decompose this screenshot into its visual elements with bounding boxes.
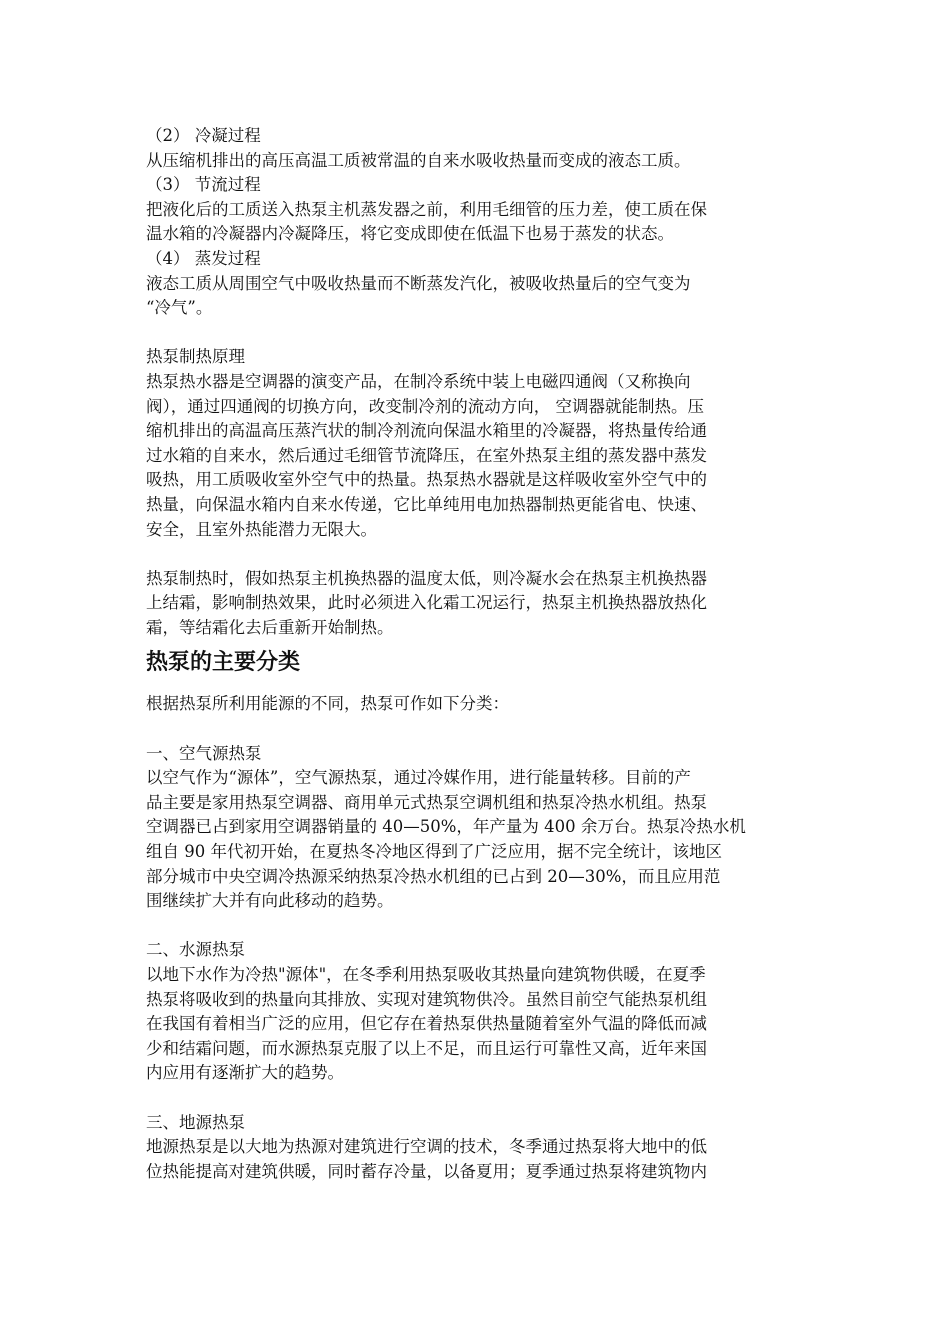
- text-line: 把液化后的工质送入热泵主机蒸发器之前，利用毛细管的压力差，使工质在保: [146, 199, 707, 219]
- text-line: 品主要是家用热泵空调器、商用单元式热泵空调机组和热泵冷热水机组。热泵: [146, 792, 707, 812]
- text-line: （4） 蒸发过程: [146, 248, 261, 268]
- document-page: [146, 124, 806, 1184]
- text-line: 阀），通过四通阀的切换方向，改变制冷剂的流动方向， 空调器就能制热。压: [146, 396, 704, 416]
- text-line: 温水箱的冷凝器内冷凝降压，将它变成即使在低温下也易于蒸发的状态。: [146, 224, 674, 244]
- text-line: 过水箱的自来水，然后通过毛细管节流降压，在室外热泵主组的蒸发器中蒸发: [146, 445, 707, 465]
- text-line: （3） 节流过程: [146, 175, 261, 195]
- text-line: 地源热泵是以大地为热源对建筑进行空调的技术，冬季通过热泵将大地中的低: [146, 1137, 707, 1157]
- text-line: 在我国有着相当广泛的应用，但它存在着热泵供热量随着室外气温的降低而减: [146, 1014, 707, 1034]
- text-line: 缩机排出的高温高压蒸汽状的制冷剂流向保温水箱里的冷凝器，将热量传给通: [146, 421, 707, 441]
- text-line: 以地下水作为冷热"源体"，在冬季利用热泵吸收其热量向建筑物供暖，在夏季: [146, 965, 706, 984]
- text-line: 少和结霜问题，而水源热泵克服了以上不足，而且运行可靠性又高，近年来国: [146, 1038, 707, 1058]
- text-line: 从压缩机排出的高压高温工质被常温的自来水吸收热量而变成的液态工质。: [146, 150, 691, 170]
- paragraph: [146, 1111, 806, 1185]
- paragraph: [146, 567, 806, 641]
- text-line: 组自 90 年代初开始，在夏热冬冷地区得到了广泛应用，据不完全统计，该地区: [146, 842, 722, 862]
- text-line: 根据热泵所利用能源的不同，热泵可作如下分类：: [146, 694, 509, 714]
- section-heading: 热泵的主要分类: [146, 650, 301, 676]
- text-line: 霜，等结霜化去后重新开始制热。: [146, 617, 394, 637]
- text-line: 热泵制热原理: [146, 347, 245, 367]
- paragraph-gap: [146, 321, 806, 346]
- text-line: 位热能提高对建筑供暖，同时蓄存冷量，以备夏用；夏季通过热泵将建筑物内: [146, 1161, 707, 1181]
- paragraph: [146, 938, 806, 1086]
- text-line: 安全，且室外热能潜力无限大。: [146, 519, 377, 539]
- paragraph: [146, 345, 806, 542]
- paragraph-gap: [146, 1086, 806, 1111]
- text-line: 吸热，用工质吸收室外空气中的热量。热泵热水器就是这样吸收室外空气中的: [146, 470, 707, 490]
- text-line: 上结霜，影响制热效果，此时必须进入化霜工况运行，热泵主机换热器放热化: [146, 593, 707, 613]
- paragraph-gap: [146, 717, 806, 742]
- text-line: 热泵制热时，假如热泵主机换热器的温度太低，则冷凝水会在热泵主机换热器: [146, 568, 707, 588]
- paragraph: [146, 692, 806, 717]
- text-line: 二、水源热泵: [146, 940, 245, 960]
- text-line: “冷气”。: [146, 298, 213, 318]
- text-line: 部分城市中央空调冷热源采纳热泵冷热水机组的已占到 20—30%，而且应用范: [146, 866, 721, 886]
- text-line: 液态工质从周围空气中吸收热量而不断蒸发汽化，被吸收热量后的空气变为: [146, 273, 691, 293]
- text-line: （2） 冷凝过程: [146, 126, 261, 145]
- text-line: 热量，向保温水箱内自来水传递，它比单纯用电加热器制热更能省电、快速、: [146, 494, 707, 514]
- text-line: 内应用有逐渐扩大的趋势。: [146, 1063, 344, 1083]
- text-line: 围继续扩大并有向此移动的趋势。: [146, 891, 394, 911]
- text-line: 空调器已占到家用空调器销量的 40—50%，年产量为 400 余万台。热泵冷热水机: [146, 817, 746, 837]
- text-line: 热泵将吸收到的热量向其排放、实现对建筑物供冷。虽然目前空气能热泵机组: [146, 989, 707, 1009]
- paragraph: [146, 124, 806, 321]
- text-line: 三、地源热泵: [146, 1112, 245, 1132]
- paragraph-gap: [146, 914, 806, 939]
- text-line: 一、空气源热泵: [146, 743, 262, 763]
- text-line: 热泵热水器是空调器的演变产品，在制冷系统中装上电磁四通阀（又称换向: [146, 371, 691, 391]
- paragraph-gap: [146, 542, 806, 567]
- text-line: 以空气作为“源体”，空气源热泵，通过冷媒作用，进行能量转移。目前的产: [146, 768, 691, 788]
- paragraph: [146, 742, 806, 914]
